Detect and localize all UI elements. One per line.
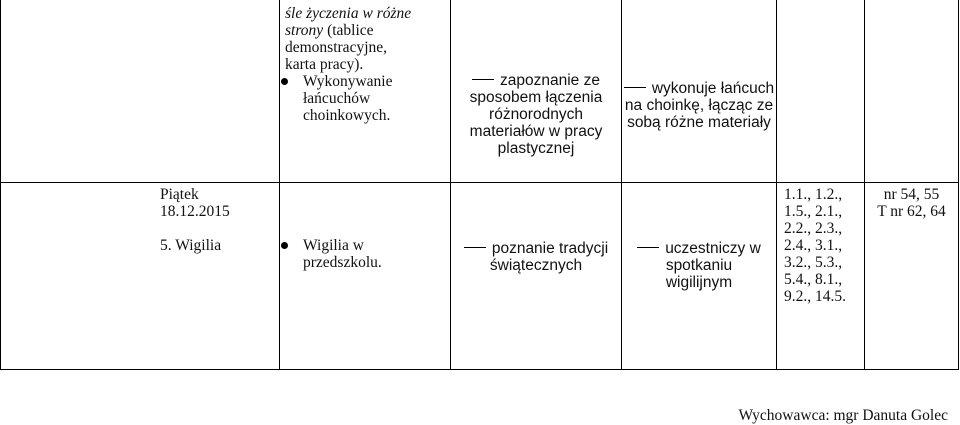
goal-cell-row1 (451, 72, 621, 157)
activity-text: choinkowych. (303, 107, 391, 124)
goal-text: plastycznej (497, 140, 575, 157)
activity-text: Wykonywanie (303, 73, 393, 90)
outcome-text: wigilijnym (665, 274, 733, 291)
table-border-left (0, 0, 1, 370)
topic-label: 5. Wigilia (160, 237, 222, 254)
activity-text: śle życzenia w różne (285, 5, 412, 22)
date-label: 18.12.2015 (160, 203, 230, 220)
activity-cell-row2 (285, 237, 450, 271)
dash-icon (624, 87, 646, 88)
column-divider (450, 0, 451, 370)
activity-text: przedszkolu. (303, 254, 382, 271)
goal-cell-row2 (451, 240, 621, 274)
column-divider (621, 0, 622, 370)
day-cell (160, 186, 278, 254)
ref-line: nr 54, 55 (883, 186, 940, 203)
column-divider (279, 0, 280, 370)
outcome-cell-row1 (622, 80, 776, 131)
goal-text: zapoznanie ze (500, 72, 600, 89)
table-border-bottom (0, 369, 959, 370)
column-divider (776, 0, 777, 370)
code-line: 1.5., 2.1., (784, 203, 843, 220)
activity-text: karta pracy). (285, 56, 364, 73)
activity-text: (tablice (323, 22, 374, 39)
dash-icon (464, 247, 486, 248)
outcome-text: sobą różne materiały (627, 114, 771, 131)
list-item (277, 73, 450, 124)
outcome-text: wykonuje łańcuch (651, 80, 775, 97)
list-item (277, 237, 450, 271)
goal-text: świątecznych (489, 257, 583, 274)
outcome-text: na choinkę, łącząc ze (624, 97, 774, 114)
row-divider (0, 182, 959, 183)
code-line: 1.1., 1.2., (784, 186, 843, 203)
activity-cell-row1 (285, 5, 450, 124)
bullet-icon (281, 78, 288, 85)
goal-text: różnorodnych (489, 106, 583, 123)
code-line: 3.2., 5.3., (784, 254, 843, 271)
outcome-text: spotkaniu (665, 257, 733, 274)
dash-icon (637, 247, 659, 248)
code-line: 2.4., 3.1., (784, 237, 843, 254)
activity-text: strony (285, 22, 324, 39)
goal-text: sposobem łączenia (469, 89, 603, 106)
goal-text: materiałów w pracy (469, 123, 603, 140)
teacher-signature: Wychowawca: mgr Danuta Golec (738, 407, 948, 424)
outcome-cell-row2 (622, 240, 776, 291)
code-line: 9.2., 14.5. (784, 288, 846, 305)
goal-text: poznanie tradycji (491, 240, 609, 257)
code-line: 5.4., 8.1., (784, 271, 843, 288)
table-border-right (958, 0, 959, 370)
activity-text: demonstracyjne, (285, 39, 388, 56)
bullet-icon (281, 242, 288, 249)
code-line: 2.2., 2.3., (784, 220, 843, 237)
dash-icon (472, 79, 494, 80)
codes-cell (784, 186, 864, 305)
day-label: Piątek (160, 186, 199, 203)
activity-text: Wigilia w (303, 237, 364, 254)
refs-cell (865, 186, 958, 220)
activity-text: łańcuchów (303, 90, 371, 107)
ref-line: T nr 62, 64 (877, 203, 946, 220)
column-divider (864, 0, 865, 370)
outcome-text: uczestniczy w (665, 240, 761, 257)
